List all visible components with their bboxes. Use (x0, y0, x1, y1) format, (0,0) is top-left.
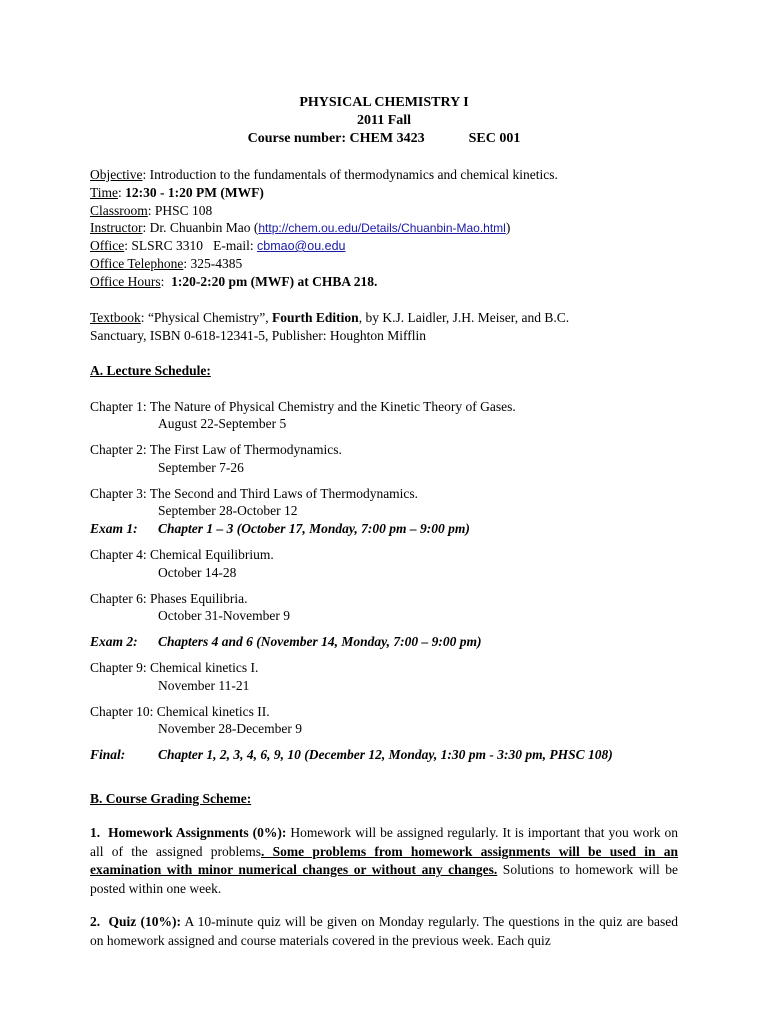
classroom-line: Classroom: PHSC 108 (90, 203, 213, 218)
exam-1 (90, 520, 470, 537)
instructor-close-paren: ) (505, 220, 511, 235)
course-number-line (0, 131, 768, 147)
exam-2 (90, 633, 482, 650)
final-exam-label: Final: (90, 747, 126, 762)
chapter-3-dates: September 28-October 12 (158, 503, 298, 518)
final-exam-text: Chapter 1, 2, 3, 4, 6, 9, 10 (December 12, Monday, 1:30 pm - 3:30 pm, PHSC 108) (158, 747, 613, 762)
lecture-schedule-heading: A. Lecture Schedule: (90, 363, 211, 378)
chapter-9: Chapter 9: Chemical kinetics I. (90, 660, 259, 675)
email-label: E-mail: (213, 238, 254, 253)
instructor-homepage-link[interactable]: http://chem.ou.edu/Details/Chuanbin-Mao.html (258, 221, 506, 235)
homework-text: Homework will be assigned regularly. It is important that you work on all of the assigned problems (90, 825, 678, 859)
objective-line: Objective: Introduction to the fundamentals of thermodynamics and chemical kinetics. (90, 167, 558, 182)
textbook-authors: , by K.J. Laidler, J.H. Meiser, and B.C. (358, 310, 570, 325)
office-hours-value: 1:20-2:20 pm (MWF) at CHBA 218. (171, 274, 378, 289)
classroom-value: PHSC 108 (154, 203, 213, 218)
phone-label: Office Telephone (90, 256, 184, 271)
office-hours-line: Office Hours: 1:20-2:20 pm (MWF) at CHBA 218. (90, 274, 378, 289)
time-value: 12:30 - 1:20 PM (MWF) (125, 185, 264, 200)
instructor-line: Instructor: Dr. Chuanbin Mao (http://chem.ou.edu/Details/Chuanbin-Mao.html) (90, 220, 511, 235)
chapter-1: Chapter 1: The Nature of Physical Chemistry and the Kinetic Theory of Gases. (90, 399, 516, 414)
phone-line: Office Telephone: 325-4385 (90, 256, 243, 271)
course-section: SEC 001 (468, 131, 521, 146)
course-number-label: Course number: (247, 131, 347, 146)
exam-1-label: Exam 1: (90, 521, 138, 536)
chapter-9-dates: November 11-21 (158, 678, 250, 693)
chapter-10: Chapter 10: Chemical kinetics II. (90, 704, 270, 719)
course-term: 2011 Fall (356, 113, 412, 128)
office-hours-label: Office Hours (90, 274, 161, 289)
homework-emphasis: . Some problems from homework assignments will be used in an examination with minor numerical changes or without any changes. (90, 843, 679, 877)
textbook-title: “Physical Chemistry”, (147, 310, 269, 325)
office-label: Office (90, 238, 125, 253)
quiz-paragraph (90, 913, 678, 950)
objective-value: Introduction to the fundamentals of thermodynamics and chemical kinetics. (149, 167, 558, 182)
chapter-2: Chapter 2: The First Law of Thermodynamics. (90, 442, 342, 457)
chapter-6-dates: October 31-November 9 (158, 608, 290, 623)
instructor-label: Instructor (90, 220, 143, 235)
instructor-name: Dr. Chuanbin Mao ( (149, 220, 259, 235)
textbook-edition: Fourth Edition (272, 310, 359, 325)
email-link[interactable]: cbmao@ou.edu (257, 239, 346, 253)
textbook-line-2: Sanctuary, ISBN 0-618-12341-5, Publisher: Houghton Mifflin (90, 328, 426, 343)
homework-paragraph (90, 824, 678, 898)
chapter-6: Chapter 6: Phases Equilibria. (90, 591, 248, 606)
homework-text-end: Solutions to homework will be posted within one week. (90, 862, 678, 896)
classroom-label: Classroom (90, 203, 148, 218)
course-title: PHYSICAL CHEMISTRY I (299, 95, 469, 110)
chapter-1-dates: August 22-September 5 (158, 416, 287, 431)
quiz-text: A 10-minute quiz will be given on Monday regularly. The questions in the quiz are based on homework assigned and course materials covered in the previous week. Each quiz (90, 914, 678, 948)
time-line: Time: 12:30 - 1:20 PM (MWF) (90, 185, 264, 200)
exam-2-text: Chapters 4 and 6 (November 14, Monday, 7:00 – 9:00 pm) (158, 634, 482, 649)
textbook-label: Textbook (90, 310, 141, 325)
exam-2-label: Exam 2: (90, 634, 138, 649)
textbook-line: Textbook: “Physical Chemistry”, Fourth Edition, by K.J. Laidler, J.H. Meiser, and B.C. (90, 310, 570, 325)
homework-number: 1. (90, 825, 101, 840)
office-value: SLSRC 3310 (131, 238, 204, 253)
final-exam (90, 746, 613, 763)
office-line: Office: SLSRC 3310 E-mail: cbmao@ou.edu (90, 238, 346, 253)
chapter-3: Chapter 3: The Second and Third Laws of Thermodynamics. (90, 486, 419, 501)
quiz-number: 2. (90, 914, 101, 929)
chapter-4: Chapter 4: Chemical Equilibrium. (90, 547, 274, 562)
phone-value: 325-4385 (190, 256, 243, 271)
homework-title: Homework Assignments (0%): (108, 825, 287, 840)
quiz-title: Quiz (10%): (108, 914, 181, 929)
course-number: CHEM 3423 (349, 131, 425, 146)
objective-label: Objective (90, 167, 143, 182)
chapter-10-dates: November 28-December 9 (158, 721, 302, 736)
grading-heading: B. Course Grading Scheme: (90, 791, 252, 806)
exam-1-text: Chapter 1 – 3 (October 17, Monday, 7:00 pm – 9:00 pm) (158, 521, 470, 536)
chapter-2-dates: September 7-26 (158, 460, 244, 475)
chapter-4-dates: October 14-28 (158, 565, 237, 580)
time-label: Time (90, 185, 119, 200)
